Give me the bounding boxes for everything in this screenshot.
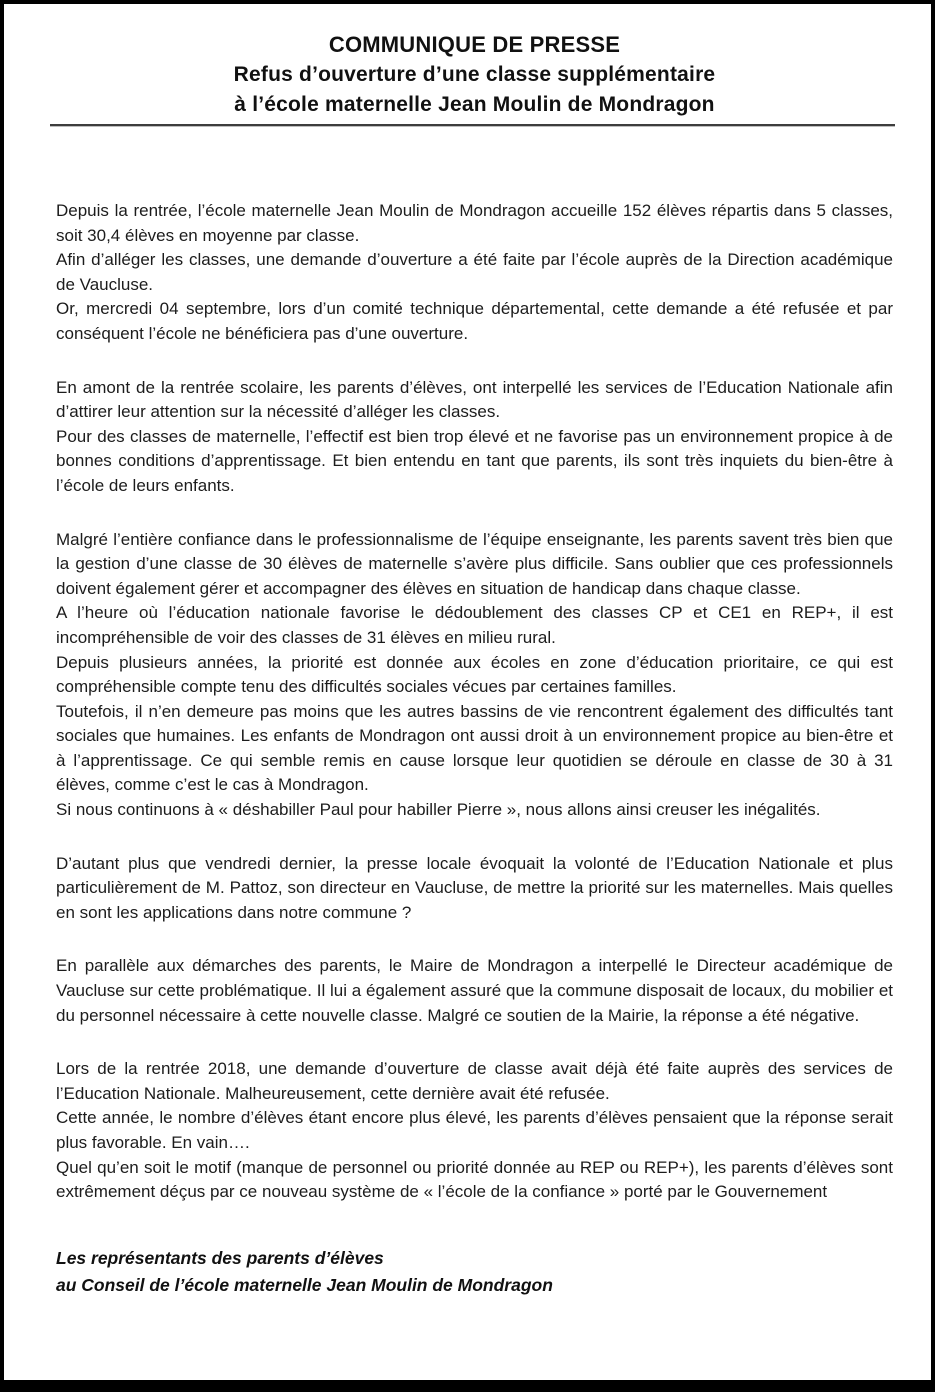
paragraph: En amont de la rentrée scolaire, les parents d’élèves, ont interpellé les services de l’Education Nationale afin d’attirer leur attention sur la nécessité d’alléger les classes. [56, 377, 893, 422]
title-divider [50, 124, 895, 127]
paragraph: Or, mercredi 04 septembre, lors d’un comité technique départemental, cette demande a été refusée et par conséquent l’école ne bénéficiera pas d’une ouverture. [56, 299, 893, 343]
paragraph: D’autant plus que vendredi dernier, la presse locale évoquait la volonté de l’Education Nationale et plus particulièrement de M. Pattoz, son directeur en Vaucluse, de mettre la priorité sur les maternelles. Mais quelles en sont les applications dans notre commune ? [56, 853, 893, 922]
paragraph: Quel qu’en soit le motif (manque de personnel ou priorité donnée au REP ou REP+), les parents d’élèves sont extrêmement déçus par ce nouveau système de « l’école de la confiance » porté par le Gouvernement [56, 1157, 893, 1202]
paragraph-block-5 [56, 954, 893, 1028]
paragraph: En parallèle aux démarches des parents, le Maire de Mondragon a interpellé le Directeur académique de Vaucluse sur cette problématique. Il lui a également assuré que la commune disposait de locaux, du mobilier et du personnel nécessaire à cette nouvelle classe. Malgré ce soutien de la Mairie, la réponse a été négative. [56, 956, 893, 1025]
signature-line-1: Les représentants des parents d’élèves [56, 1247, 384, 1268]
paragraph-block-1 [56, 199, 893, 347]
paragraph-block-6 [56, 1057, 893, 1205]
document-subtitle-1: Refus d’ouverture d’une classe supplémentaire [233, 63, 716, 86]
page-content [4, 4, 931, 1299]
paragraph-block-4 [56, 852, 893, 926]
paragraph: Malgré l’entière confiance dans le professionnalisme de l’équipe enseignante, les parents savent très bien que la gestion d’une classe de 30 élèves de maternelle s’avère plus difficile. Sans oublier que ces professionnels doivent également gérer et accompagner des élèves en situation de handicap dans chaque classe. [56, 529, 893, 598]
paragraph: Depuis la rentrée, l’école maternelle Jean Moulin de Mondragon accueille 152 élèves répartis dans 5 classes, soit 30,4 élèves en moyenne par classe. [56, 201, 893, 245]
body-text [56, 199, 893, 1205]
document-title: COMMUNIQUE DE PRESSE [328, 32, 621, 57]
paragraph: Toutefois, il n’en demeure pas moins que les autres bassins de vie rencontrent également des difficultés tant sociales que humaines. Les enfants de Mondragon ont aussi droit à un environnement propice au bien-être et à l’apprentissage. Ce qui semble remis en cause lorsque leur quotidien se déroule en classe de 30 à 31 élèves, comme c’est le cas à Mondragon. [56, 701, 893, 795]
paragraph: Depuis plusieurs années, la priorité est donnée aux écoles en zone d’éducation prioritaire, ce qui est compréhensible compte tenu des difficultés sociales vécues par certaines familles. [56, 652, 893, 697]
paragraph: Lors de la rentrée 2018, une demande d’ouverture de classe avait déjà été faite auprès des services de l’Education Nationale. Malheureusement, cette dernière avait été refusée. [56, 1059, 893, 1103]
paragraph: Afin d’alléger les classes, une demande d’ouverture a été faite par l’école auprès de la Direction académique de Vaucluse. [56, 250, 893, 294]
paragraph: Cette année, le nombre d’élèves étant encore plus élevé, les parents d’élèves pensaient que la réponse serait plus favorable. En vain…. [56, 1108, 893, 1152]
paragraph: Si nous continuons à « déshabiller Paul pour habiller Pierre », nous allons ainsi creuser les inégalités. [56, 800, 821, 820]
paragraph: Pour des classes de maternelle, l’effectif est bien trop élevé et ne favorise pas un environnement propice à de bonnes conditions d’apprentissage. Et bien entendu en tant que parents, ils sont très inquiets du bien-être à l’école de leurs enfants. [56, 426, 893, 495]
signature-line-2: au Conseil de l’école maternelle Jean Moulin de Mondragon [56, 1274, 553, 1295]
paragraph-block-3 [56, 528, 893, 823]
signature-block [56, 1245, 893, 1299]
paragraph-block-2 [56, 376, 893, 499]
title-block [56, 30, 893, 120]
document-subtitle-2: à l’école maternelle Jean Moulin de Mondragon [234, 93, 715, 116]
paragraph: A l’heure où l’éducation nationale favorise le dédoublement des classes CP et CE1 en REP+, il est incompréhensible de voir des classes de 31 élèves en milieu rural. [56, 603, 893, 647]
